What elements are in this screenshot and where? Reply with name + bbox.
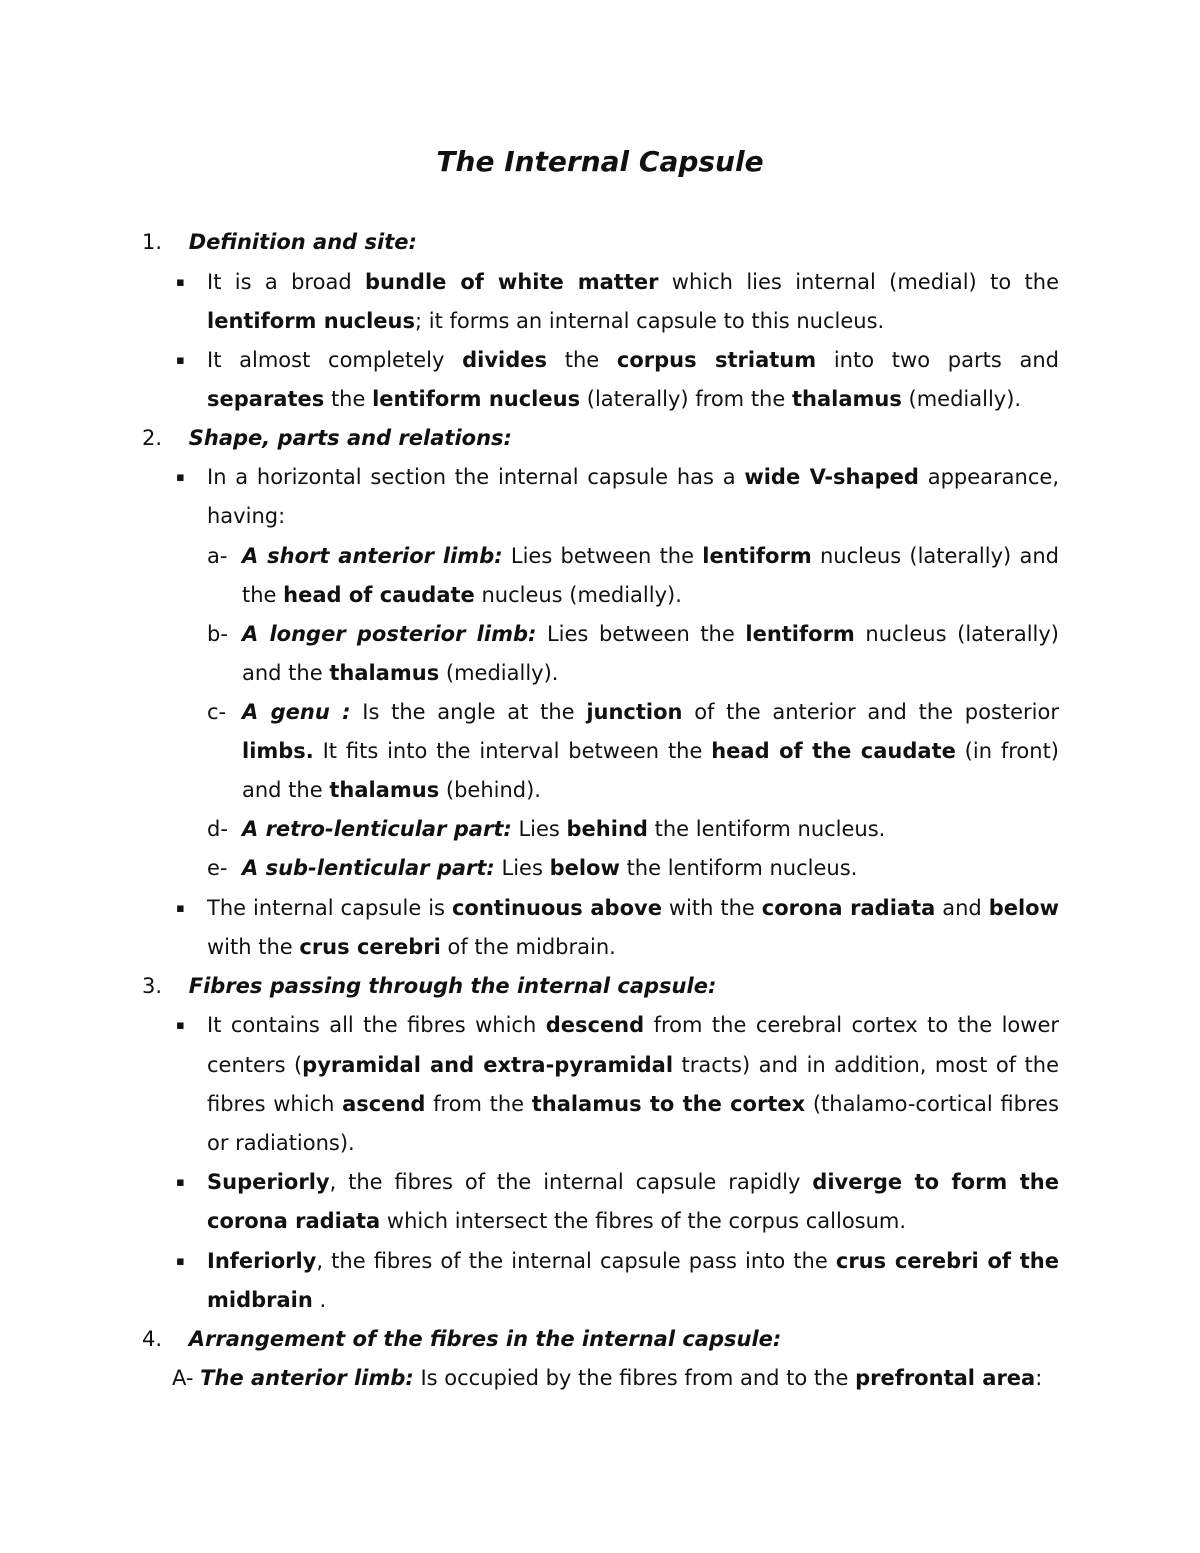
list-letter: e- [207,856,228,880]
bullet-icon [176,263,185,302]
paragraph-line: separates the lentiform nucleus (laterally) from the thalamus (medially). [207,387,1022,411]
paragraph-line: with the crus cerebri of the midbrain. [207,935,616,959]
section-number: 4. [142,1327,163,1351]
paragraph-line: It is a broad bundle of white matter which lies internal (medial) to the [207,270,1059,294]
paragraph-line: having: [207,504,286,528]
bullet-icon [176,341,185,380]
section-heading [142,1320,781,1359]
paragraph-line: corona radiata which intersect the fibres of the corpus callosum. [207,1209,907,1233]
section-title: Arrangement of the fibres in the internal capsule: [188,1327,782,1351]
section-number: 2. [142,426,163,450]
paragraph-line: A retro-lenticular part: Lies behind the lentiform nucleus. [242,817,886,841]
paragraph-line: lentiform nucleus; it forms an internal capsule to this nucleus. [207,309,885,333]
page-title: The Internal Capsule [436,145,764,178]
paragraph-line: A genu : Is the angle at the junction of the anterior and the posterior [242,700,1059,724]
list-letter: a- [207,544,228,568]
paragraph-line: the head of caudate nucleus (medially). [242,583,682,607]
list-letter: c- [207,700,227,724]
bullet-icon [176,1242,185,1281]
paragraph-line: A- The anterior limb: Is occupied by the fibres from and to the prefrontal area: [172,1366,1043,1390]
section-heading [142,419,512,458]
paragraph-line: Superiorly, the fibres of the internal capsule rapidly diverge to form the [207,1170,1060,1194]
paragraph-line: A longer posterior limb: Lies between the lentiform nucleus (laterally) [242,622,1059,646]
paragraph-line: Inferiorly, the fibres of the internal capsule pass into the crus cerebri of the [207,1249,1059,1273]
section-title: Shape, parts and relations: [188,426,512,450]
list-letter: d- [207,817,228,841]
paragraph-line: or radiations). [207,1131,355,1155]
section-title: Fibres passing through the internal capsule: [188,974,717,998]
section-heading [142,223,417,262]
paragraph-line: It almost completely divides the corpus striatum into two parts and [207,348,1059,372]
section-number: 3. [142,974,163,998]
bullet-icon [176,1006,185,1045]
paragraph-line: midbrain . [207,1288,327,1312]
paragraph-line: A short anterior limb: Lies between the lentiform nucleus (laterally) and [242,544,1059,568]
paragraph-line: The internal capsule is continuous above with the corona radiata and below [207,896,1060,920]
paragraph-line: limbs. It fits into the interval between the head of the caudate (in front) [242,739,1059,763]
section-number: 1. [142,230,163,254]
list-letter: A- [172,1366,194,1390]
paragraph-line: It contains all the fibres which descend from the cerebral cortex to the lower [207,1013,1059,1037]
section-title: Definition and site: [188,230,417,254]
paragraph-line: and the thalamus (medially). [242,661,559,685]
paragraph-line: centers (pyramidal and extra-pyramidal tracts) and in addition, most of the [207,1053,1059,1077]
bullet-icon [176,889,185,928]
paragraph-line: A sub-lenticular part: Lies below the lentiform nucleus. [242,856,858,880]
section-heading [142,967,716,1006]
paragraph-line: and the thalamus (behind). [242,778,541,802]
paragraph-line: fibres which ascend from the thalamus to the cortex (thalamo-cortical fibres [207,1092,1060,1116]
paragraph-line: In a horizontal section the internal capsule has a wide V-shaped appearance, [207,465,1059,489]
bullet-icon [176,458,185,497]
list-letter: b- [207,622,228,646]
bullet-icon [176,1163,185,1202]
